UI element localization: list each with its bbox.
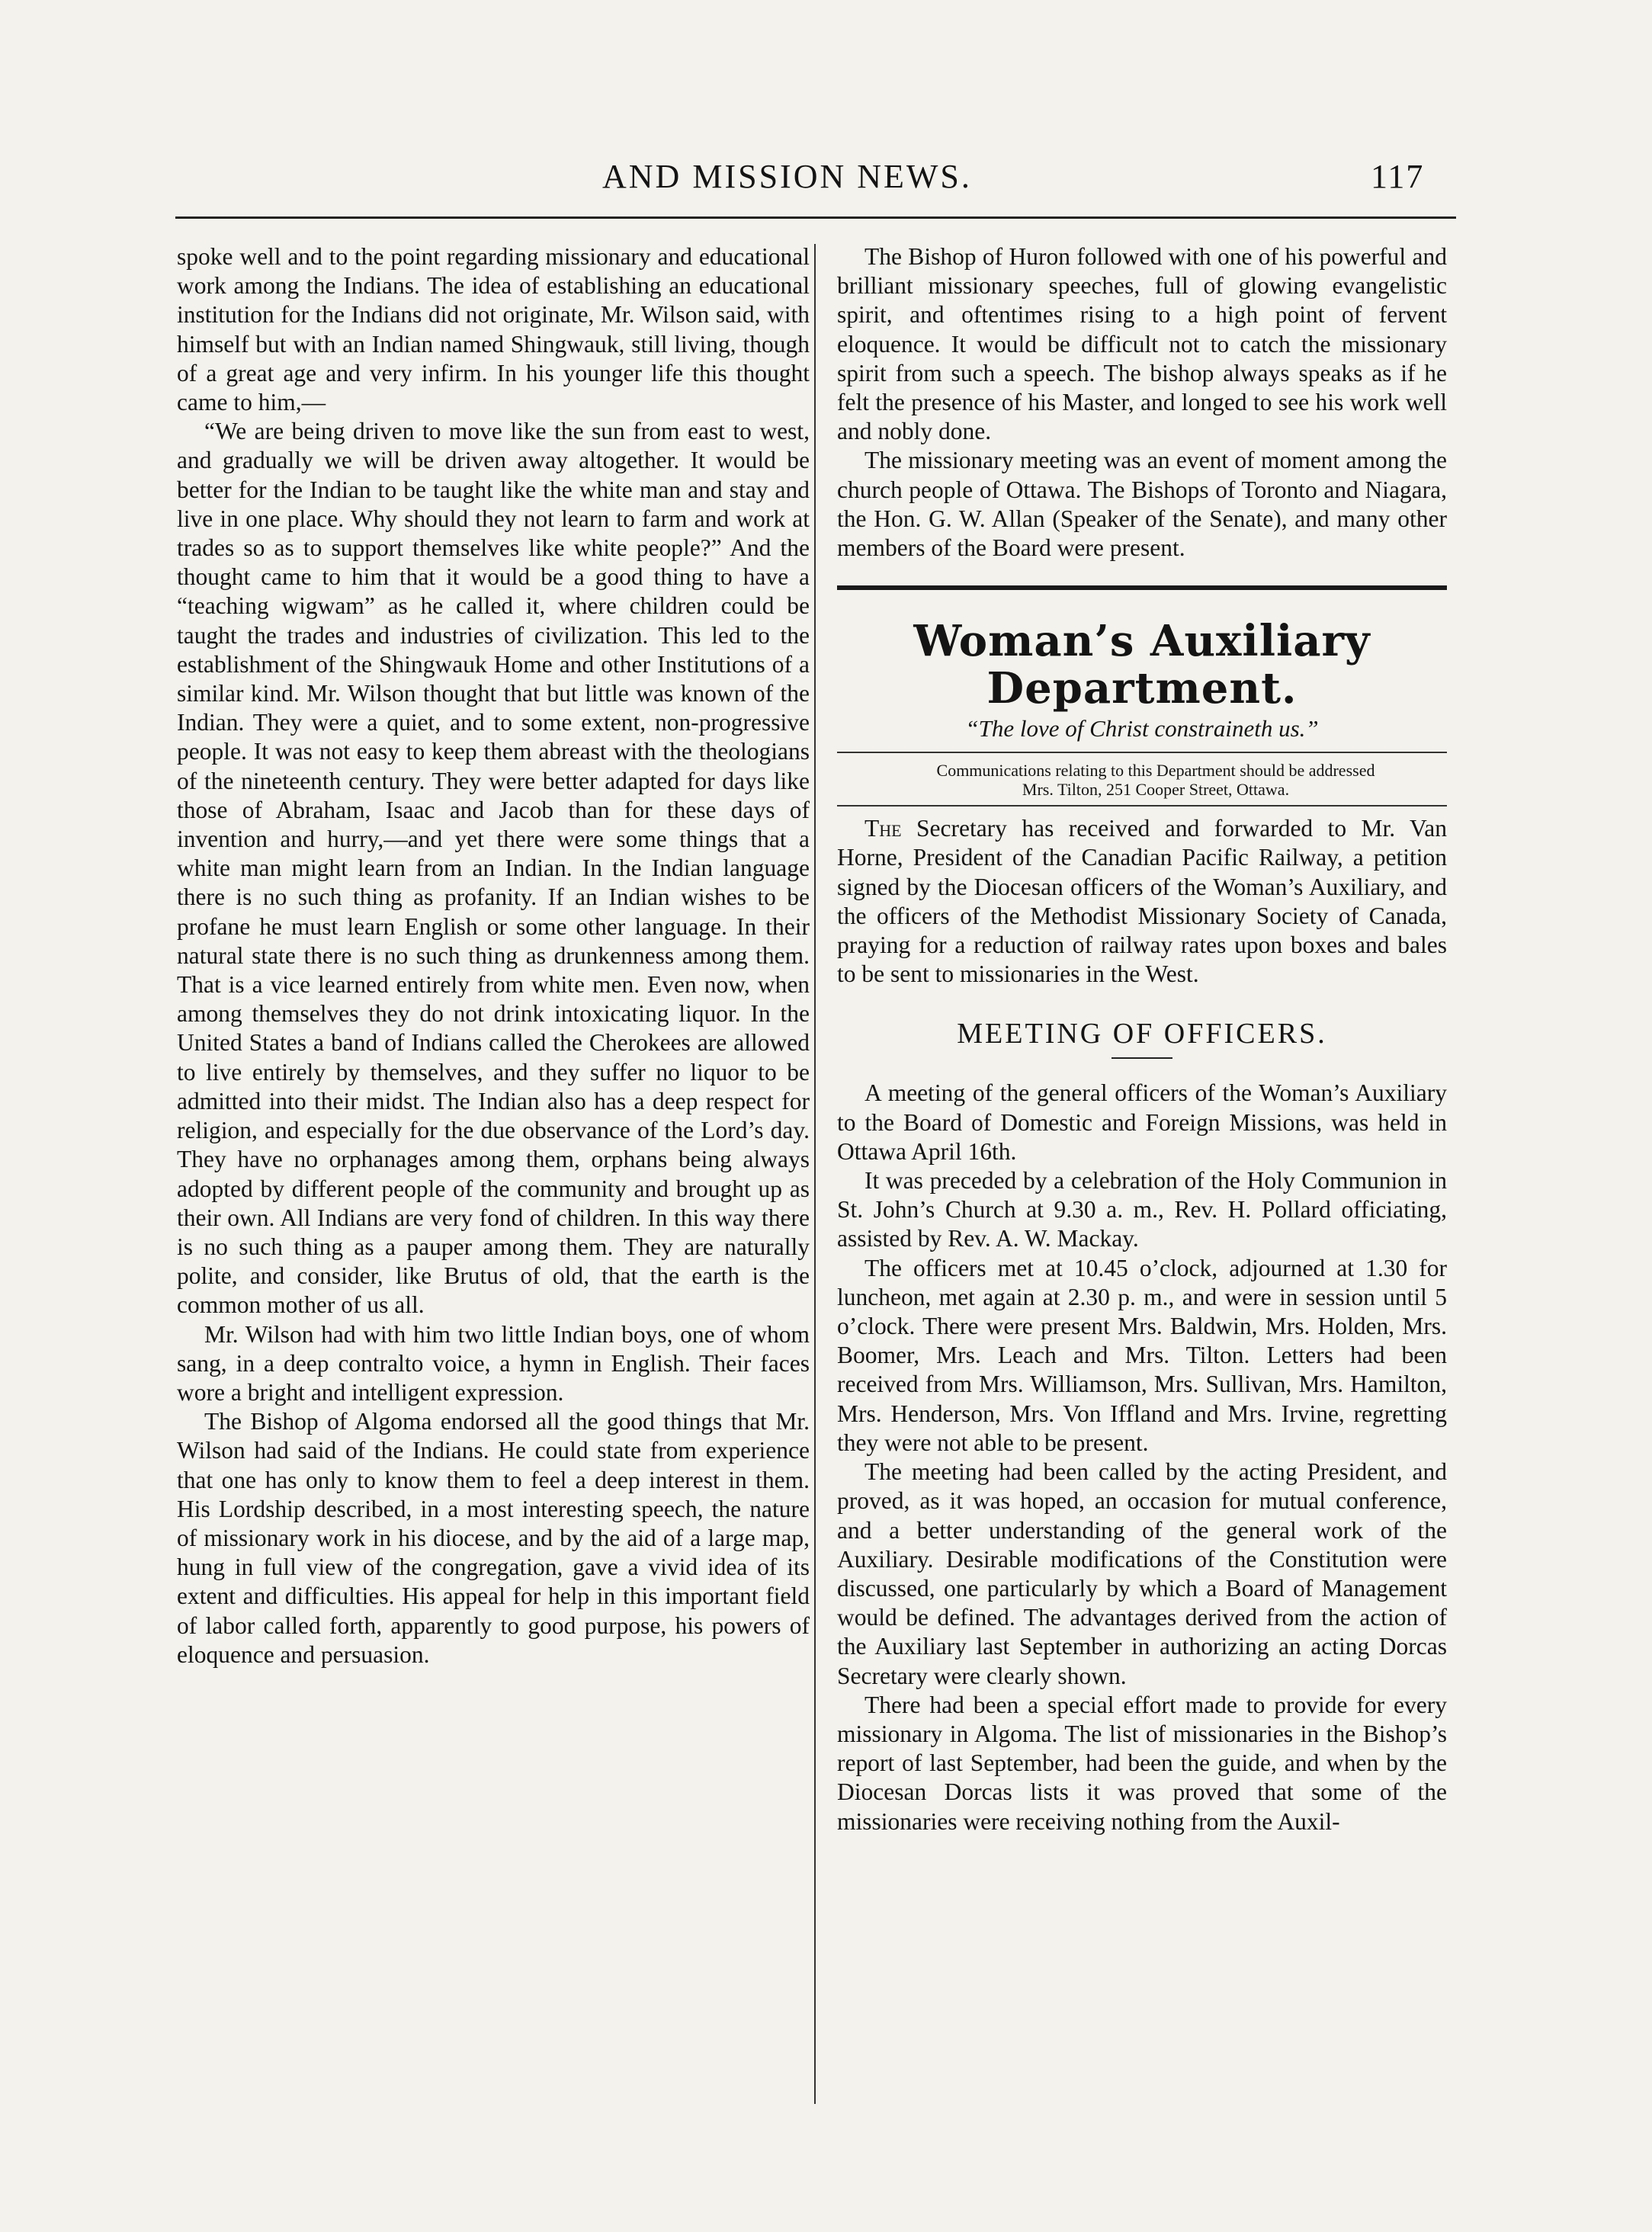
right-paragraph-1: The Bishop of Huron followed with one of his powerful and brilliant missionary speeches, full of glowing evangelistic spirit, and oftentimes rising to a high point of fervent eloquence. It would be difficult not to catch the missionary spirit from such a speech. The bishop always speaks as if he felt the presence of his Master, and longed to see his work well and nobly done.	[837, 243, 1447, 445]
left-paragraph-3: Mr. Wilson had with him two little Indian boys, one of whom sang, in a deep contralto voice, a hymn in English. Their faces wore a bright and intelligent expression.	[177, 1320, 810, 1406]
department-notice-line1: Communications relating to this Department should be addressed	[936, 761, 1375, 781]
running-title: AND MISSION NEWS.	[602, 158, 972, 195]
intro-paragraph	[837, 814, 1447, 989]
notice-rule	[837, 805, 1447, 807]
left-paragraph-2: “We are being driven to move like the sun from east to west, and gradually we will be driven away altogether. It would be better for the Indian to be taught like the white man and stay and live in one place. Why should they not learn to farm and work at trades so as to support themselves like white people?” And the thought came to him that it would be a good thing to have a “teaching wigwam” as he called it, where children could be taught the trades and industries of civilization. This led to the establishment of the Shingwauk Home and other Institutions of a similar kind. Mr. Wilson thought that but little was known of the Indian. They were a quiet, and to some extent, non-progressive people. It was not easy to keep them abreast with the theologians of the nineteenth century. They were better adapted for days like those of Abraham, Isaac and Jacob than for these days of invention and hurry,—and yet there were some things that a white man might learn from an Indian. In the Indian language there is no such thing as profanity. If an Indian wishes to be profane he must learn English or some other language. In their natural state there is no such thing as drunkenness among them. That is a vice learned entirely from white men. Even now, when among themselves they do not drink intoxicating liquor. In the United States a band of Indians called the Cherokees are allowed to live entirely by themselves, and they suffer no liquor to be admitted into their midst. The Indian also has a deep respect for religion, and especially for the due observance of the Lord’s day. They have no orphanages among them, orphans being always adopted by different people of the community and brought up as their own. All Indians are very fond of children. In this way there is no such thing as a pauper among them. They are naturally polite, and consider, like Brutus of old, that the earth is the common mother of us all.	[177, 418, 810, 1319]
department-notice-line2: Mrs. Tilton, 251 Cooper Street, Ottawa.	[1022, 780, 1290, 800]
left-paragraph-1: spoke well and to the point regarding missionary and educational work among the Indians. The idea of establishing an educational institution for the Indians did not originate, Mr. Wilson said, with himself but with an Indian named Shingwauk, still living, though of a great age and very infirm. In his younger life this thought came to him,—	[177, 243, 810, 416]
intro-first-word: The	[864, 815, 902, 842]
page-header	[0, 157, 1652, 203]
left-column	[177, 242, 810, 1669]
meeting-paragraph-4: The meeting had been called by the acting President, and proved, as it was hoped, an occasion for mutual conference, and a better understanding of the general work of the Auxiliary. Desirable modifications of the Constitution were discussed, one particularly by which a Board of Management would be defined. The advantages derived from the action of the Auxiliary last September in authorizing an acting Dorcas Secretary were clearly shown.	[837, 1458, 1447, 1689]
intro-text: Secretary has received and forwarded to Mr. Van Horne, President of the Canadian Pacific Railway, a petition signed by the Diocesan officers of the Woman’s Auxiliary, and the officers of the Methodist Missionary Society of Canada, praying for a reduction of railway rates upon boxes and bales to be sent to missionaries in the West.	[837, 815, 1447, 988]
page-number: 117	[1371, 158, 1425, 195]
department-top-rule	[837, 585, 1447, 590]
meeting-paragraph-1: A meeting of the general officers of the Woman’s Auxiliary to the Board of Domestic and Foreign Missions, was held in Ottawa April 16th.	[837, 1079, 1447, 1165]
meeting-paragraph-5: There had been a special effort made to provide for every missionary in Algoma. The list of missionaries in the Bishop’s report of last September, had been the guide, and when by the Diocesan Dorcas lists it was proved that some of the missionaries were receiving nothing from the Auxil-	[837, 1691, 1447, 1835]
meeting-paragraph-2: It was preceded by a celebration of the Holy Communion in St. John’s Church at 9.30 a. m., Rev. H. Pollard officiating, assisted by Rev. A. W. Mackay.	[837, 1167, 1447, 1252]
section-heading: MEETING OF OFFICERS.	[957, 1018, 1327, 1050]
meeting-paragraph-3: The officers met at 10.45 o’clock, adjourned at 1.30 for luncheon, met again at 2.30 p. m., and were in session until 5 o’clock. There were present Mrs. Baldwin, Mrs. Holden, Mrs. Boomer, Mrs. Leach and Mrs. Tilton. Letters had been received from Mrs. Williamson, Mrs. Sullivan, Mrs. Hamilton, Mrs. Henderson, Mrs. Von Iffland and Mrs. Irvine, regretting they were not able to be present.	[837, 1254, 1447, 1456]
left-paragraph-4: The Bishop of Algoma endorsed all the good things that Mr. Wilson had said of the Indians. He could state from experience that one has only to know them to feel a deep interest in them. His Lordship described, in a most interesting speech, the nature of missionary work in his diocese, and by the aid of a large map, hung in full view of the congregation, gave a vivid idea of its extent and difficulties. His appeal for help in this important field of labor called forth, apparently to good purpose, his powers of eloquence and persuasion.	[177, 1408, 810, 1668]
right-paragraph-2: The missionary meeting was an event of moment among the church people of Ottawa. The Bishops of Toronto and Niagara, the Hon. G. W. Allan (Speaker of the Senate), and many other members of the Board were present.	[837, 447, 1447, 562]
header-rule	[175, 216, 1456, 219]
column-divider	[814, 244, 816, 2104]
section-rule	[1111, 1057, 1172, 1059]
motto-rule	[837, 752, 1447, 753]
right-column	[837, 242, 1447, 1836]
department-motto: “The love of Christ constraineth us.”	[965, 715, 1319, 742]
department-heading: Woman’s Auxiliary Department.	[913, 616, 1371, 714]
